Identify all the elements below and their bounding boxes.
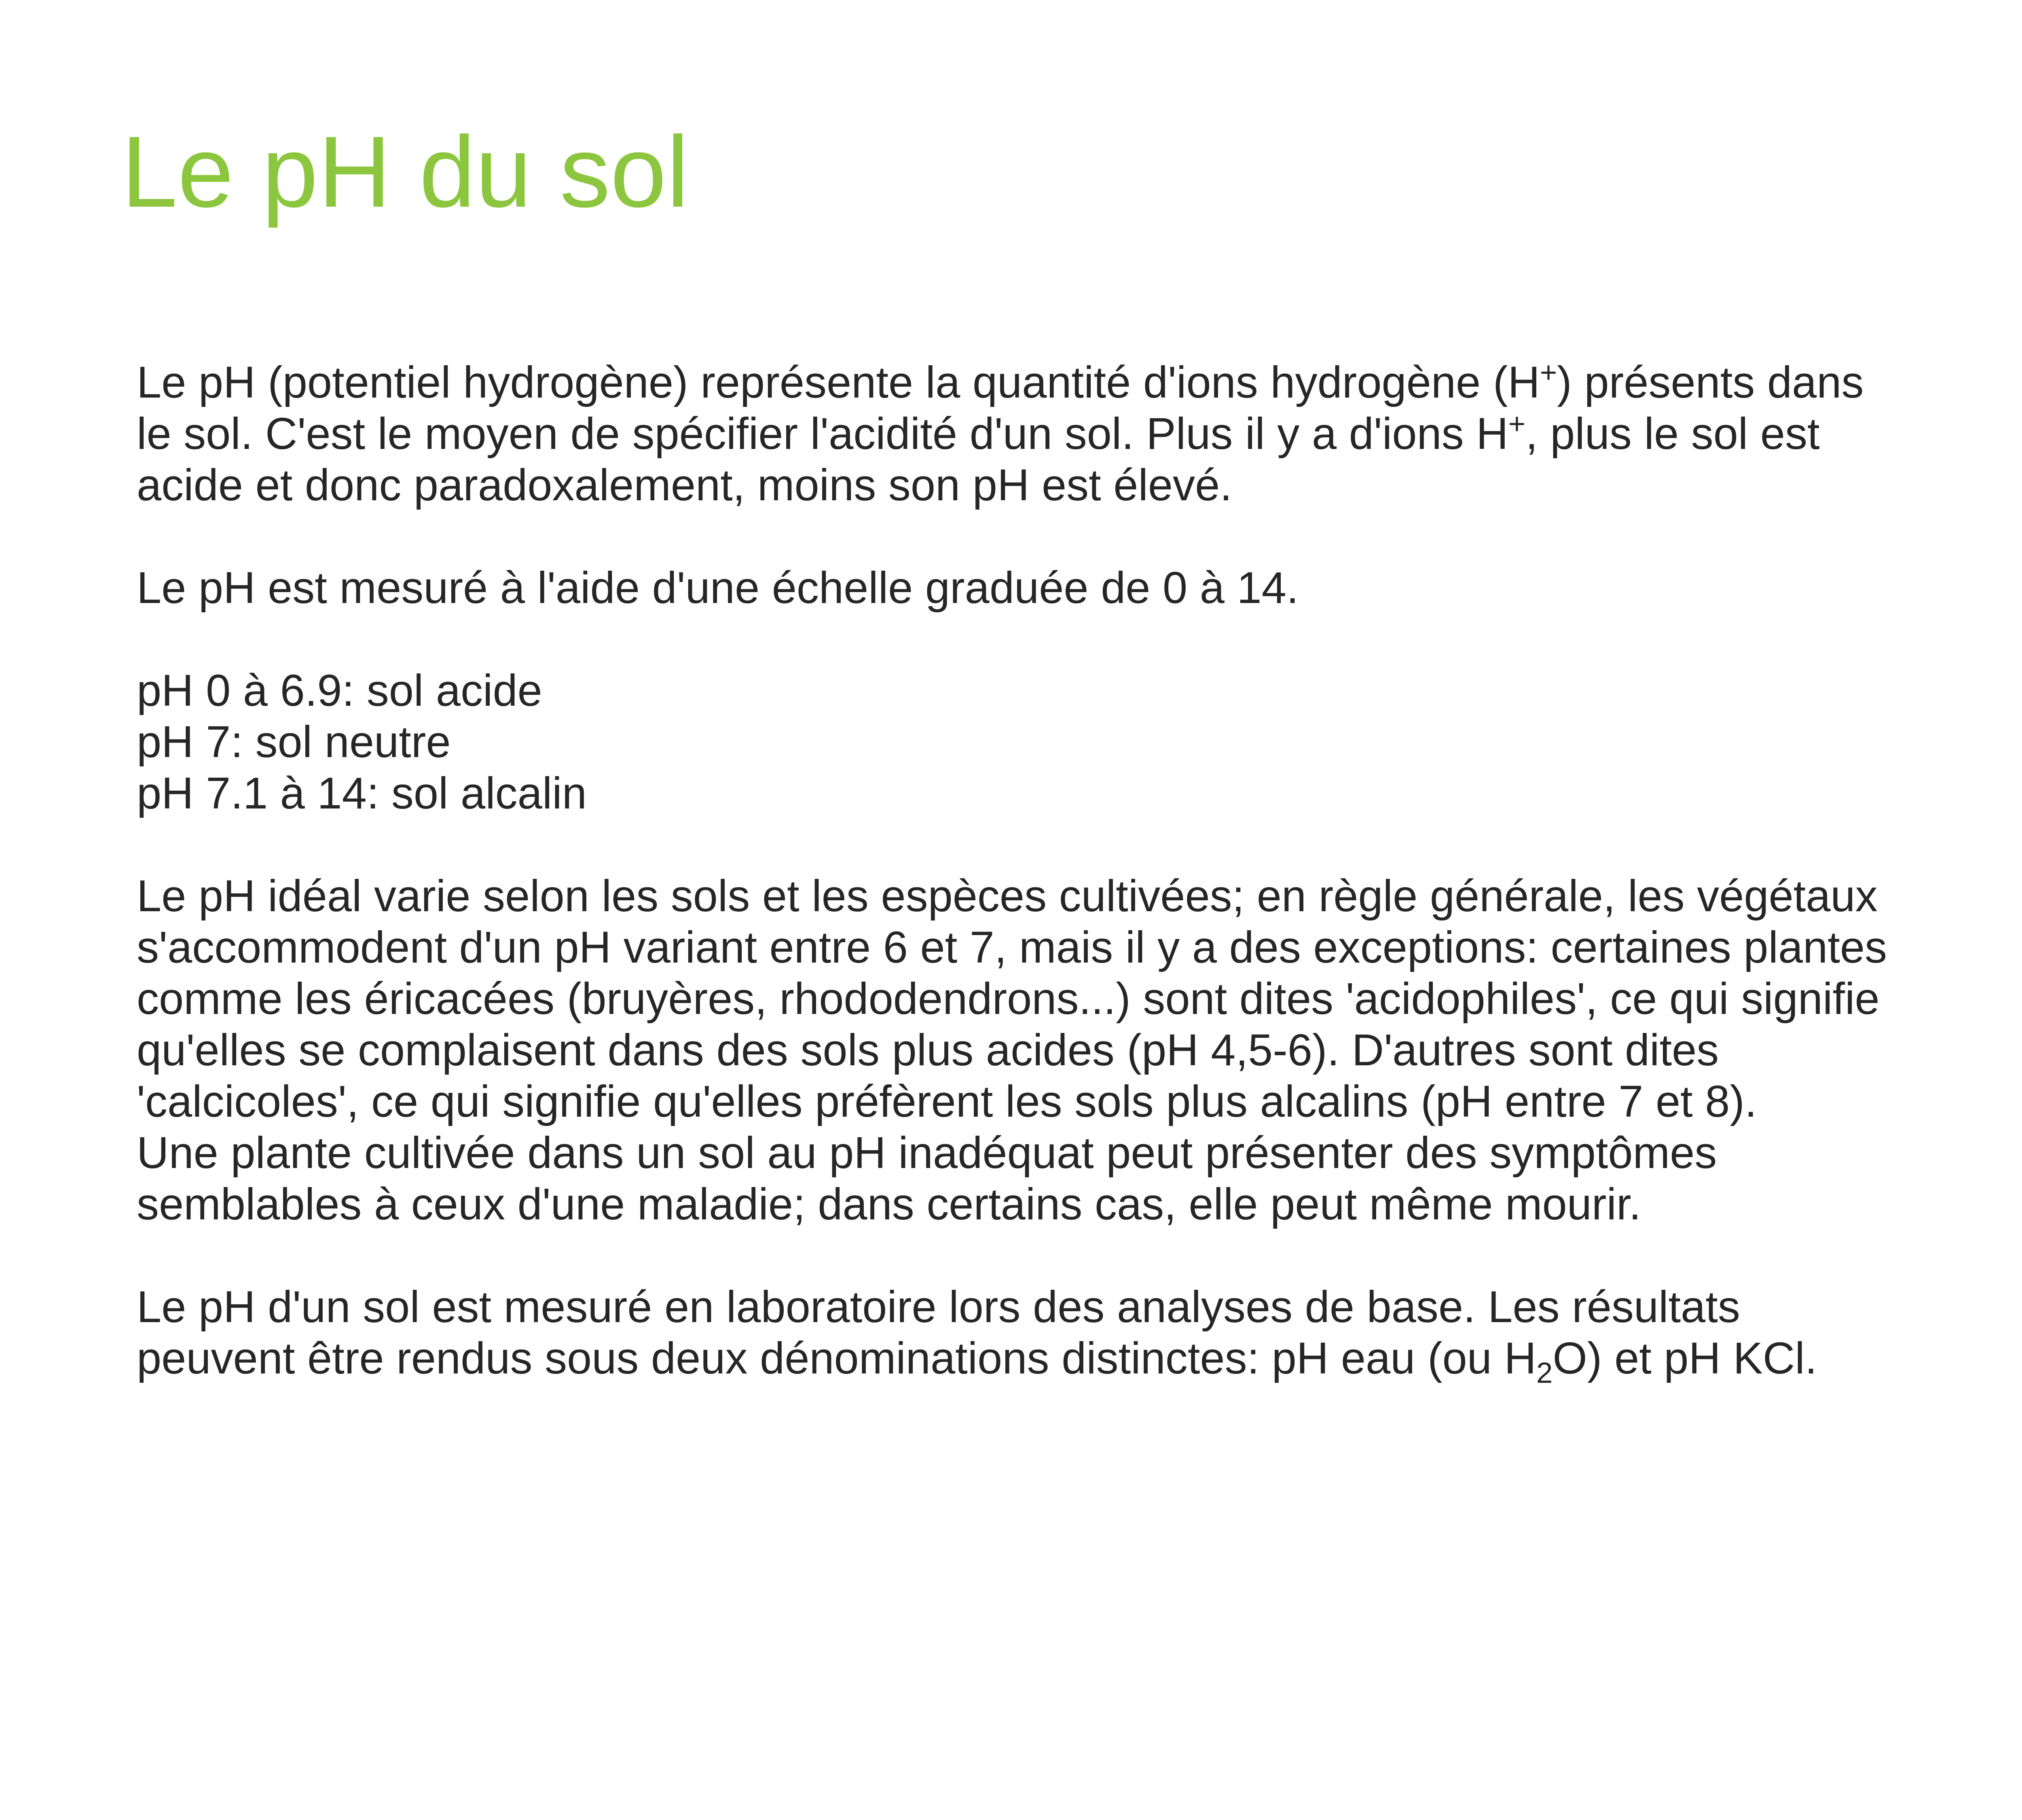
text-line: Le pH d'un sol est mesuré en laboratoire lors des analyses de base. Les résultats (137, 1282, 1740, 1332)
paragraph-definition (137, 357, 2022, 511)
text-line: peuvent être rendus sous deux dénominations distinctes: pH eau (ou $H_2O$) et pH KCl. (137, 1333, 1817, 1389)
paragraph-measurement (137, 1281, 2022, 1389)
text-line: le sol. C'est le moyen de spécifier l'acidité d'un sol. Plus il y a d'ions H+, plus le sol est (137, 407, 1820, 459)
text-line: Le pH idéal varie selon les sols et les espèces cultivées; en règle générale, les végétaux (137, 871, 1878, 921)
text-line: comme les éricacées (bruyères, rhododendrons...) sont dites 'acidophiles', ce qui signifie (137, 974, 1880, 1024)
text-line: qu'elles se complaisent dans des sols plus acides (pH 4,5-6). D'autres sont dites (137, 1025, 1719, 1075)
text-line: acide et donc paradoxalement, moins son pH est élevé. (137, 460, 1232, 510)
range-neutral: pH 7: sol neutre (137, 717, 451, 767)
page-title: Le pH du sol (121, 115, 689, 228)
text-line: s'accommodent d'un pH variant entre 6 et 7, mais il y a des exceptions: certaines plantes (137, 923, 1887, 972)
text-line: Le pH (potentiel hydrogène) représente la quantité d'ions hydrogène (H+) présents dans (137, 356, 1864, 407)
text-line: semblables à ceux d'une maladie; dans certains cas, elle peut même mourir. (137, 1179, 1641, 1229)
text-line: Une plante cultivée dans un sol au pH inadéquat peut présenter des symptômes (137, 1128, 1717, 1178)
paragraph-scale (137, 562, 2022, 614)
range-alkaline: pH 7.1 à 14: sol alcalin (137, 768, 587, 818)
range-acid: pH 0 à 6.9: sol acide (137, 666, 542, 715)
body-text (137, 357, 2022, 1435)
paragraph-ranges (137, 665, 2022, 819)
text-line: 'calcicoles', ce qui signifie qu'elles préfèrent les sols plus alcalins (pH entre 7 et 8). (137, 1077, 1757, 1126)
text-line: Le pH est mesuré à l'aide d'une échelle graduée de 0 à 14. (137, 563, 1299, 613)
paragraph-ideal-ph (137, 870, 2022, 1230)
